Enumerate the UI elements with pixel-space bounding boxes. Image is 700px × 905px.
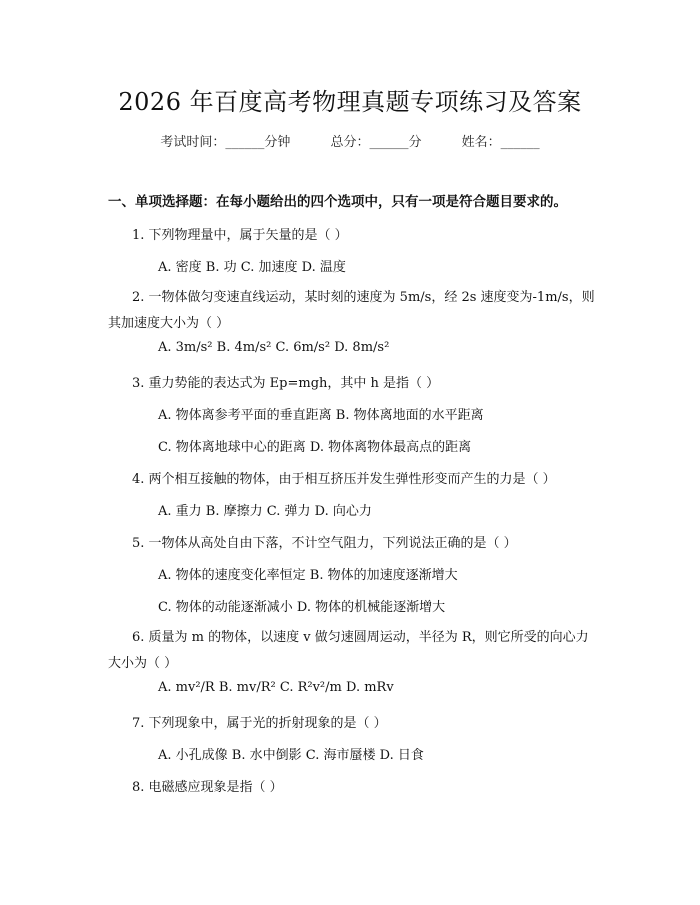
question-2-options: A. 3m/s² B. 4m/s² C. 6m/s² D. 8m/s² [158,340,390,355]
question-4-stem: 4. 两个相互接触的物体，由于相互挤压并发生弹性形变而产生的力是（ ） [132,472,556,487]
question-5-stem: 5. 一物体从高处自由下落，不计空气阻力，下列说法正确的是（ ） [132,536,517,551]
question-3-options-row-1: A. 物体离参考平面的垂直距离 B. 物体离地面的水平距离 [158,408,484,423]
question-8-stem: 8. 电磁感应现象是指（ ） [132,780,283,795]
question-3-stem: 3. 重力势能的表达式为 Ep=mgh，其中 h 是指（ ） [132,376,440,391]
question-6-options: A. mv²/R B. mv/R² C. R²v²/m D. mRv [158,680,394,695]
question-4-options: A. 重力 B. 摩擦力 C. 弹力 D. 向心力 [158,504,372,519]
question-7-options: A. 小孔成像 B. 水中倒影 C. 海市蜃楼 D. 日食 [158,748,424,763]
exam-meta [0,131,700,150]
section-title: 一、单项选择题：在每小题给出的四个选项中，只有一项是符合题目要求的。 [108,194,567,210]
page-title: 2026 年百度高考物理真题专项练习及答案 [118,88,582,116]
question-1-options: A. 密度 B. 功 C. 加速度 D. 温度 [158,260,346,275]
total-score-field: 总分：______分 [330,135,422,150]
student-name-field: 姓名：______ [461,135,540,150]
question-5-options-row-1: A. 物体的速度变化率恒定 B. 物体的加速度逐渐增大 [158,568,458,583]
question-1-stem: 1. 下列物理量中，属于矢量的是（ ） [132,228,348,243]
question-2-stem: 2. 一物体做匀变速直线运动，某时刻的速度为 5m/s，经 2s 速度变为-1m/s，则其加速度大小为（ ） [108,290,595,331]
question-5-options-row-2: C. 物体的动能逐渐减小 D. 物体的机械能逐渐增大 [158,600,446,615]
exam-time-field: 考试时间：______分钟 [160,135,291,150]
question-3-options-row-2: C. 物体离地球中心的距离 D. 物体离物体最高点的距离 [158,440,472,455]
question-6-stem: 6. 质量为 m 的物体，以速度 v 做匀速圆周运动，半径为 R，则它所受的向心力大小为（ ） [108,630,589,671]
question-7-stem: 7. 下列现象中，属于光的折射现象的是（ ） [132,716,387,731]
